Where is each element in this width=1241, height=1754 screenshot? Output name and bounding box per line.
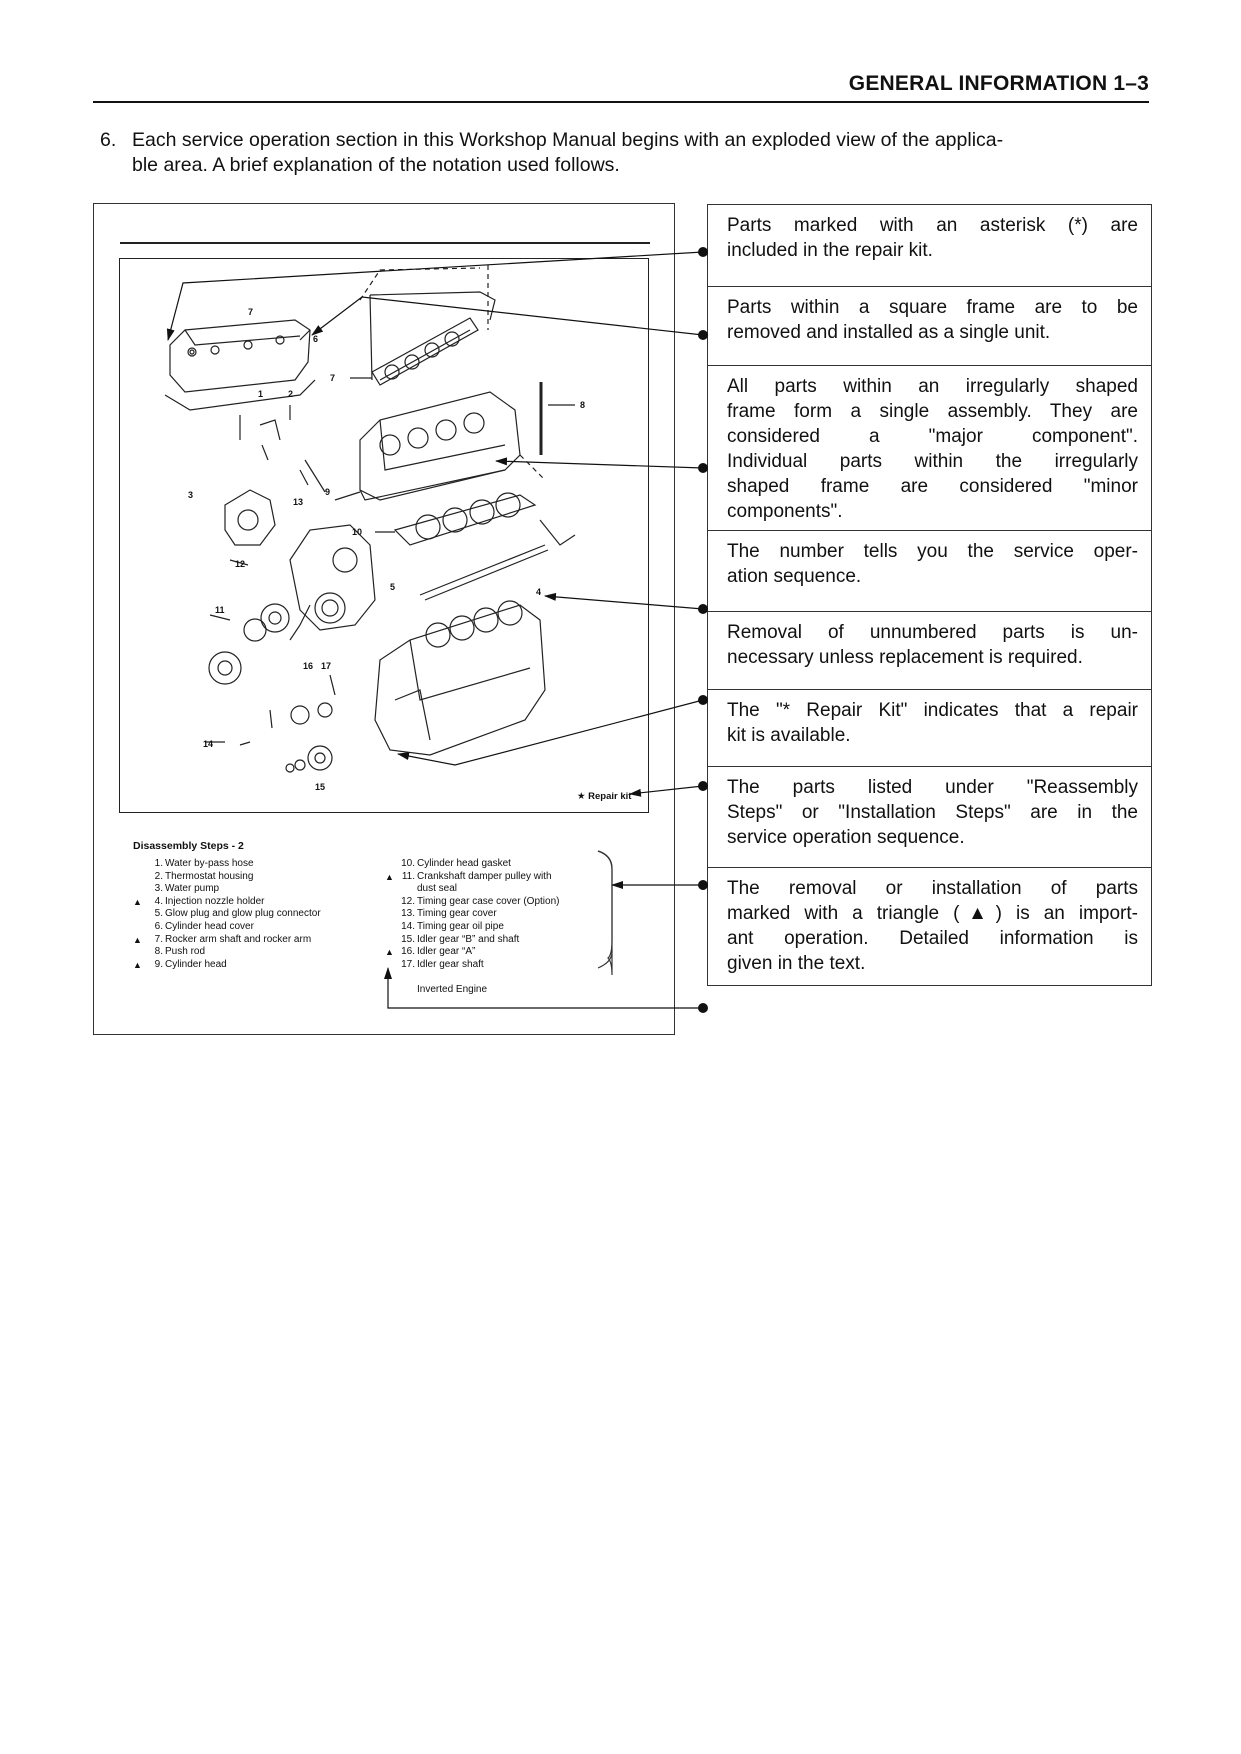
note-line: given in the text.	[727, 953, 866, 974]
note-box	[708, 286, 1151, 365]
callout-16: 16	[303, 661, 314, 671]
legend-item-text: Rocker arm shaft and rocker arm	[165, 933, 312, 945]
legend-item-number: 13.	[401, 908, 415, 920]
repair-kit-label: ★ Repair kit	[577, 791, 632, 802]
legend-item-text: Timing gear case cover (Option)	[417, 895, 560, 907]
legend-item-number: 9.	[154, 958, 163, 970]
legend-item-text: Cylinder head gasket	[417, 858, 511, 869]
legend-item-text: Injection nozzle holder	[165, 895, 265, 907]
note-box	[708, 530, 1151, 611]
note-box	[708, 205, 1151, 286]
legend-item-number: 6.	[154, 920, 163, 932]
legend-item-number: 1.	[154, 858, 163, 869]
intro-line: ble area. A brief explanation of the notation used follows.	[132, 154, 620, 176]
note-line: necessary unless replacement is required.	[727, 647, 1083, 668]
callout-3: 3	[188, 490, 194, 500]
legend-item-number: 17.	[401, 958, 415, 970]
legend-item-number: 8.	[154, 946, 163, 958]
note-line: removed and installed as a single unit.	[727, 322, 1051, 343]
intro-line: Each service operation section in this Workshop Manual begins with an exploded view of the applica-	[132, 129, 1004, 151]
note-line: The number tells you the service oper-	[727, 541, 1138, 562]
legend-item-text: Timing gear oil pipe	[417, 920, 504, 932]
note-line: Parts marked with an asterisk (*) are	[727, 215, 1138, 236]
note-line: The removal or installation of parts	[727, 878, 1138, 899]
legend-item-text: Cylinder head	[165, 958, 227, 970]
callout-2: 2	[288, 389, 294, 399]
note-line: Individual parts within the irregularly	[727, 451, 1138, 472]
legend-item-number: 2.	[154, 870, 163, 882]
callout-9: 9	[325, 487, 331, 497]
callout-15: 15	[315, 782, 326, 792]
legend-item-number: 15.	[401, 933, 415, 945]
important-operation-triangle-icon: ▲	[133, 896, 142, 907]
legend-item-text: Push rod	[165, 946, 206, 958]
intro-number: 6.	[100, 129, 117, 151]
legend-item-text: Idler gear “A”	[417, 946, 476, 958]
note-line: Removal of unnumbered parts is un-	[727, 622, 1138, 643]
legend-item-number: 5.	[154, 908, 163, 920]
legend-item-text: Water pump	[165, 883, 220, 895]
callout-1: 1	[258, 389, 264, 399]
note-line: considered a "major component".	[727, 426, 1138, 447]
legend-item-text: Water by-pass hose	[165, 858, 254, 869]
legend-item-number: 3.	[154, 883, 163, 895]
legend-item-number: 16.	[401, 946, 415, 958]
legend-item-text: Thermostat housing	[165, 870, 254, 882]
legend-item-text: Crankshaft damper pulley with	[417, 870, 552, 882]
note-line: ant operation. Detailed information is	[727, 928, 1138, 949]
legend-item-number: 10.	[401, 858, 415, 869]
legend-item-text: Idler gear “B” and shaft	[417, 933, 520, 945]
callout-5: 5	[390, 582, 396, 592]
note-line: All parts within an irregularly shaped	[727, 376, 1138, 397]
callout-7: 7	[330, 373, 336, 383]
note-line: The parts listed under "Reassembly	[727, 777, 1138, 798]
note-line: kit is available.	[727, 725, 851, 746]
note-line: The "* Repair Kit" indicates that a repair	[727, 700, 1138, 721]
note-line: included in the repair kit.	[727, 240, 933, 261]
note-line: ation sequence.	[727, 566, 862, 587]
legend-item-number: 4.	[154, 895, 163, 907]
note-line: components".	[727, 501, 843, 522]
callout-11: 11	[215, 605, 225, 615]
callout-4: 4	[536, 587, 542, 597]
note-box	[708, 766, 1151, 867]
legend-item-number: 7.	[154, 933, 163, 945]
callout-8: 8	[580, 400, 586, 410]
callout-13: 13	[293, 497, 304, 507]
notation-notes	[707, 204, 1152, 986]
note-box	[708, 689, 1151, 766]
note-box	[708, 365, 1151, 530]
note-line: marked with a triangle (▲) is an import-	[727, 903, 1138, 924]
important-operation-triangle-icon: ▲	[385, 947, 394, 958]
note-box	[708, 867, 1151, 985]
note-line: Steps" or "Installation Steps" are in the	[727, 802, 1138, 823]
legend-item-number: 11.	[401, 870, 415, 882]
legend-item-text: Idler gear shaft	[417, 958, 484, 970]
legend-item-text: dust seal	[417, 883, 458, 895]
important-operation-triangle-icon: ▲	[133, 959, 142, 970]
note-line: service operation sequence.	[727, 827, 965, 848]
note-line: frame form a single assembly. They are	[727, 401, 1138, 422]
note-line: shaped frame are considered "minor	[727, 476, 1138, 497]
legend-item-text: Inverted Engine	[417, 983, 488, 995]
important-operation-triangle-icon: ▲	[385, 871, 394, 882]
callout-10: 10	[352, 527, 363, 537]
important-operation-triangle-icon: ▲	[133, 934, 142, 945]
legend-item-text: Timing gear cover	[417, 908, 497, 920]
page-header-title: GENERAL INFORMATION 1–3	[848, 72, 1149, 95]
legend-title: Disassembly Steps - 2	[133, 840, 244, 852]
legend-item-number: 14.	[401, 920, 415, 932]
note-box	[708, 611, 1151, 689]
note-line: Parts within a square frame are to be	[727, 297, 1138, 318]
callout-6: 6	[313, 334, 319, 344]
callout-12: 12	[235, 559, 246, 569]
callout-14: 14	[203, 739, 214, 749]
legend-item-number: 12.	[401, 895, 415, 907]
legend-item-text: Cylinder head cover	[165, 920, 254, 932]
legend-item-text: Glow plug and glow plug connector	[165, 908, 321, 920]
callout-7-top: 7	[248, 307, 254, 317]
callout-17: 17	[321, 661, 332, 671]
